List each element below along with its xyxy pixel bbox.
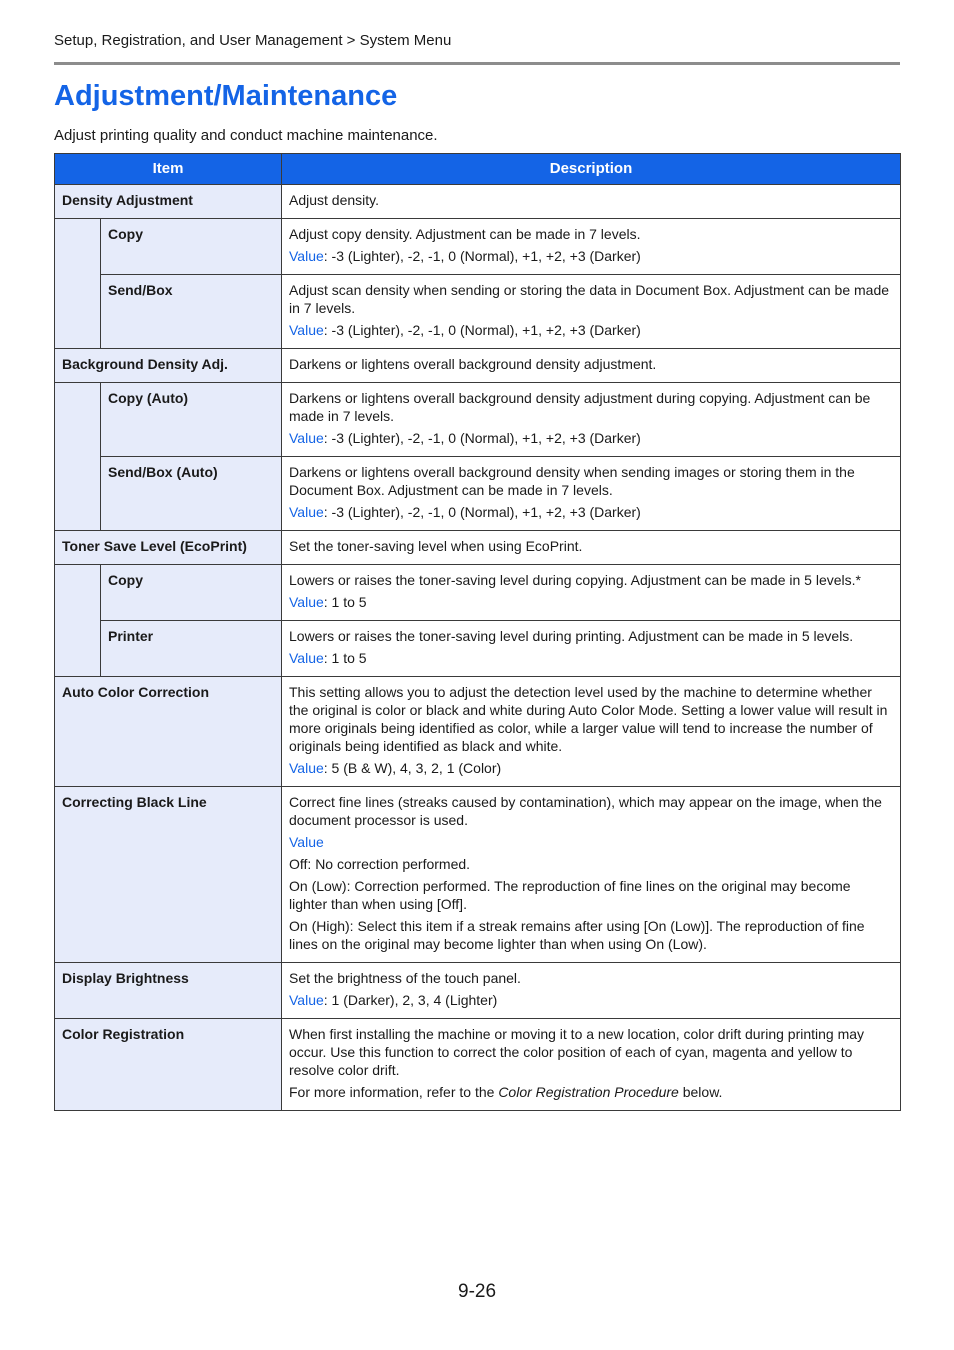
value-text: : -3 (Lighter), -2, -1, 0 (Normal), +1, +2, +3 (Darker)	[323, 248, 641, 264]
value-text: : -3 (Lighter), -2, -1, 0 (Normal), +1, +2, +3 (Darker)	[323, 430, 641, 446]
option-high-text: On (High): Select this item if a streak remains after using [On (Low)]. The reproduction of fine lines on the original may become lighter than when using On (Low).	[289, 918, 865, 952]
value-label: Value	[289, 594, 324, 610]
description-cell	[282, 383, 901, 457]
value-line	[289, 247, 892, 265]
value-text: : -3 (Lighter), -2, -1, 0 (Normal), +1, +2, +3 (Darker)	[323, 504, 641, 520]
value-label: Value	[289, 834, 324, 850]
value-label: Value	[289, 992, 324, 1008]
table-row	[55, 219, 901, 275]
description-text: Darkens or lightens overall background density adjustment.	[289, 356, 657, 372]
item-display-brightness: Display Brightness	[55, 963, 282, 1019]
description-cell	[282, 219, 901, 275]
option-low-text: On (Low): Correction performed. The reproduction of fine lines on the original may become lighter than when using [Off].	[289, 878, 851, 912]
description-cell	[282, 185, 901, 219]
item-density-adjustment: Density Adjustment	[55, 185, 282, 219]
item-correcting-black-line: Correcting Black Line	[55, 787, 282, 963]
indent-cell	[55, 565, 101, 677]
table-row	[55, 787, 901, 963]
description-text: Correct fine lines (streaks caused by contamination), which may appear on the image, when the document processor is used.	[289, 794, 882, 828]
table-row	[55, 457, 901, 531]
description-text: Lowers or raises the toner-saving level during copying. Adjustment can be made in 5 levels.*	[289, 572, 861, 588]
item-auto-color-correction: Auto Color Correction	[55, 677, 282, 787]
value-text: : 1 to 5	[323, 594, 367, 610]
table-row	[55, 1019, 901, 1111]
description-cell	[282, 349, 901, 383]
reference-link-text: Color Registration Procedure	[498, 1084, 679, 1100]
description-cell	[282, 787, 901, 963]
value-line	[289, 991, 892, 1009]
indent-cell	[55, 383, 101, 531]
value-line	[289, 833, 892, 851]
column-header-description: Description	[282, 154, 901, 185]
item-color-registration: Color Registration	[55, 1019, 282, 1111]
description-text: Darkens or lightens overall background density adjustment during copying. Adjustment can be made in 7 levels.	[289, 390, 871, 424]
value-text: : -3 (Lighter), -2, -1, 0 (Normal), +1, +2, +3 (Darker)	[323, 322, 641, 338]
description-cell	[282, 565, 901, 621]
description-cell	[282, 531, 901, 565]
description-text: Lowers or raises the toner-saving level during printing. Adjustment can be made in 5 levels.	[289, 628, 854, 644]
value-line	[289, 321, 892, 339]
item-background-density: Background Density Adj.	[55, 349, 282, 383]
breadcrumb: Setup, Registration, and User Management > System Menu	[54, 32, 452, 49]
description-cell	[282, 963, 901, 1019]
reference-prefix: For more information, refer to the	[289, 1084, 499, 1100]
reference-suffix: below.	[678, 1084, 723, 1100]
value-label: Value	[289, 760, 324, 776]
description-text: Set the brightness of the touch panel.	[289, 970, 521, 986]
description-text: Adjust copy density. Adjustment can be made in 7 levels.	[289, 226, 641, 242]
item-density-sendbox: Send/Box	[101, 275, 282, 349]
value-label: Value	[289, 430, 324, 446]
page-number: 9-26	[458, 1281, 497, 1302]
value-text: : 5 (B & W), 4, 3, 2, 1 (Color)	[323, 760, 502, 776]
description-cell	[282, 1019, 901, 1111]
table-row	[55, 677, 901, 787]
value-line	[289, 759, 892, 777]
table-row	[55, 383, 901, 457]
description-text: This setting allows you to adjust the detection level used by the machine to determine whether the original is color or black and white during Auto Color Mode. Setting a lower value will result in more originals being identified as color, while a larger value will tend to increase the number of originals being identified as black and white.	[289, 684, 888, 754]
description-text: Set the toner-saving level when using EcoPrint.	[289, 538, 583, 554]
item-background-copy-auto: Copy (Auto)	[101, 383, 282, 457]
item-density-copy: Copy	[101, 219, 282, 275]
description-text: Adjust density.	[289, 192, 380, 208]
value-line	[289, 649, 892, 667]
reference-line	[289, 1083, 892, 1101]
value-label: Value	[289, 650, 324, 666]
indent-cell	[55, 219, 101, 349]
description-text: Darkens or lightens overall background density when sending images or storing them in the Document Box. Adjustment can be made in 7 levels.	[289, 464, 855, 498]
table-header-row	[55, 154, 901, 185]
item-background-sendbox-auto: Send/Box (Auto)	[101, 457, 282, 531]
table-row	[55, 185, 901, 219]
description-text: When first installing the machine or moving it to a new location, color drift during printing may occur. Use this function to correct the color position of each of cyan, magenta and yellow to resolve color drift.	[289, 1026, 865, 1078]
table-row	[55, 565, 901, 621]
description-text: Adjust scan density when sending or storing the data in Document Box. Adjustment can be made in 7 levels.	[289, 282, 890, 316]
table-row	[55, 963, 901, 1019]
page-title: Adjustment/Maintenance	[54, 80, 398, 112]
value-label: Value	[289, 504, 324, 520]
value-line	[289, 429, 892, 447]
table-row	[55, 275, 901, 349]
value-text: : 1 (Darker), 2, 3, 4 (Lighter)	[323, 992, 498, 1008]
table-row	[55, 531, 901, 565]
value-label: Value	[289, 322, 324, 338]
table-row	[55, 349, 901, 383]
header-rule	[54, 62, 900, 65]
value-line	[289, 503, 892, 521]
value-text: : 1 to 5	[323, 650, 367, 666]
description-cell	[282, 275, 901, 349]
description-cell	[282, 677, 901, 787]
value-line	[289, 593, 892, 611]
description-cell	[282, 621, 901, 677]
table-row	[55, 621, 901, 677]
item-toner-save-level: Toner Save Level (EcoPrint)	[55, 531, 282, 565]
item-toner-copy: Copy	[101, 565, 282, 621]
settings-table	[54, 153, 901, 1111]
value-label: Value	[289, 248, 324, 264]
column-header-item: Item	[55, 154, 282, 185]
intro-text: Adjust printing quality and conduct machine maintenance.	[54, 127, 438, 144]
option-off-text: Off: No correction performed.	[289, 856, 471, 872]
description-cell	[282, 457, 901, 531]
item-toner-printer: Printer	[101, 621, 282, 677]
